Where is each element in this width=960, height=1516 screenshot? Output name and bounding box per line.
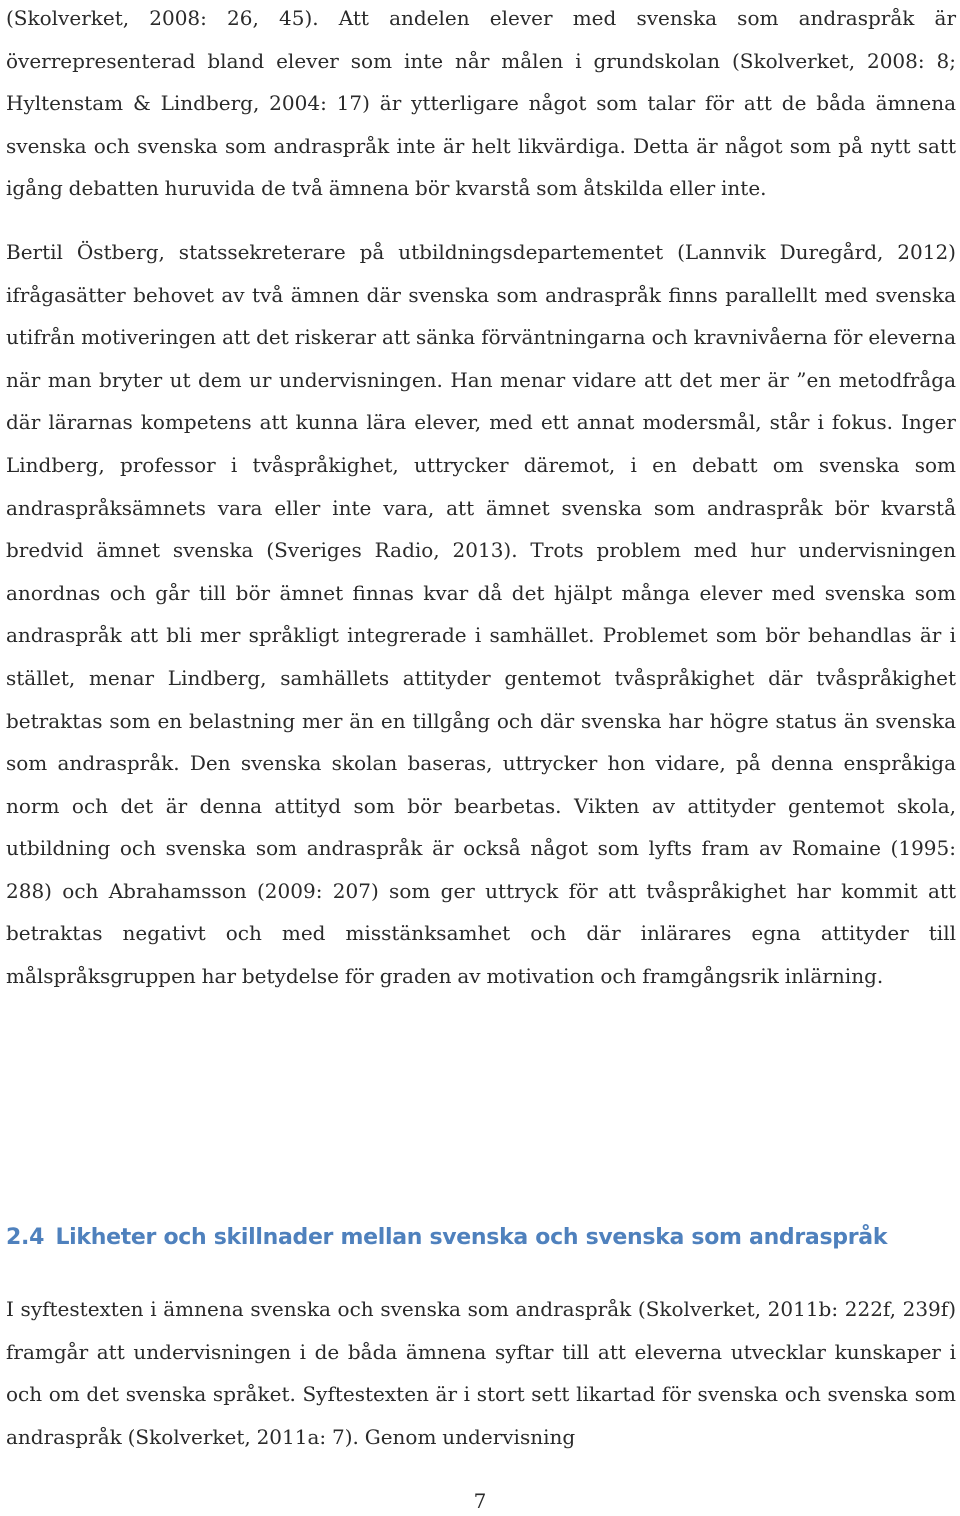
section-number: 2.4 xyxy=(6,1225,45,1250)
section-body-paragraph: I syftestexten i ämnena svenska och svenska som andraspråk (Skolverket, 2011b: 222f, 239f) framgår att undervisningen i de båda ämnena syftar till att eleverna utvecklar kunskaper i och om det svenska språket. Syftestexten är i stort sett likartad för svenska och svenska som andraspråk (Skolverket, 2011a: 7). Genom undervisning xyxy=(6,1297,956,1449)
body-paragraph: Bertil Östberg, statssekreterare på utbildningsdepartementet (Lannvik Duregård, 2012) ifrågasätter behovet av två ämnen där svenska som andraspråk finns parallellt med svenska utifrån motiveringen att det riskerar att sänka förväntningarna och kravnivåerna för eleverna när man bryter ut dem ur undervisningen. Han menar vidare att det mer är ”en metodfråga där lärarnas kompetens att kunna lära elever, med ett annat modersmål, står i fokus. Inger Lindberg, professor i tvåspråkighet, uttrycker däremot, i en debatt om svenska som andraspråksämnets vara eller inte vara, att ämnet svenska som andraspråk bör kvarstå bredvid ämnet svenska (Sveriges Radio, 2013). Trots problem med hur undervisningen anordnas och går till bör ämnet finnas kvar då det hjälpt många elever med svenska som andraspråk att bli mer språkligt integrerade i samhället. Problemet som bör behandlas är i stället, menar Lindberg, samhällets attityder gentemot tvåspråkighet där tvåspråkighet betraktas som en belastning mer än en tillgång och där svenska har högre status än svenska som andraspråk. Den svenska skolan baseras, uttrycker hon vidare, på denna enspråkiga norm och det är denna attityd som bör bearbetas. Vikten av attityder gentemot skola, utbildning och svenska som andraspråk är också något som lyfts fram av Romaine (1995: 288) och Abrahamsson (2009: 207) som ger uttryck för att tvåspråkighet har kommit att betraktas negativt och med misstänksamhet och där inlärares egna attityder till målspråksgruppen har betydelse för graden av motivation och framgångsrik inlärning. xyxy=(6,239,956,989)
body-paragraph-continued: (Skolverket, 2008: 26, 45). Att andelen elever med svenska som andraspråk är överrepresenterad bland elever som inte når målen i grundskolan (Skolverket, 2008: 8; Hyltenstam & Lindberg, 2004: 17) är ytterligare något som talar för att de båda ämnena svenska och svenska som andraspråk inte är helt likvärdiga. Detta är något som på nytt satt igång debatten huruvida de två ämnena bör kvarstå som åtskilda eller inte. xyxy=(6,6,956,201)
section-heading xyxy=(6,1218,887,1258)
document-page xyxy=(6,0,956,1449)
page-number: 7 xyxy=(473,1489,487,1513)
section-title: Likheter och skillnader mellan svenska och svenska som andraspråk xyxy=(55,1225,888,1250)
